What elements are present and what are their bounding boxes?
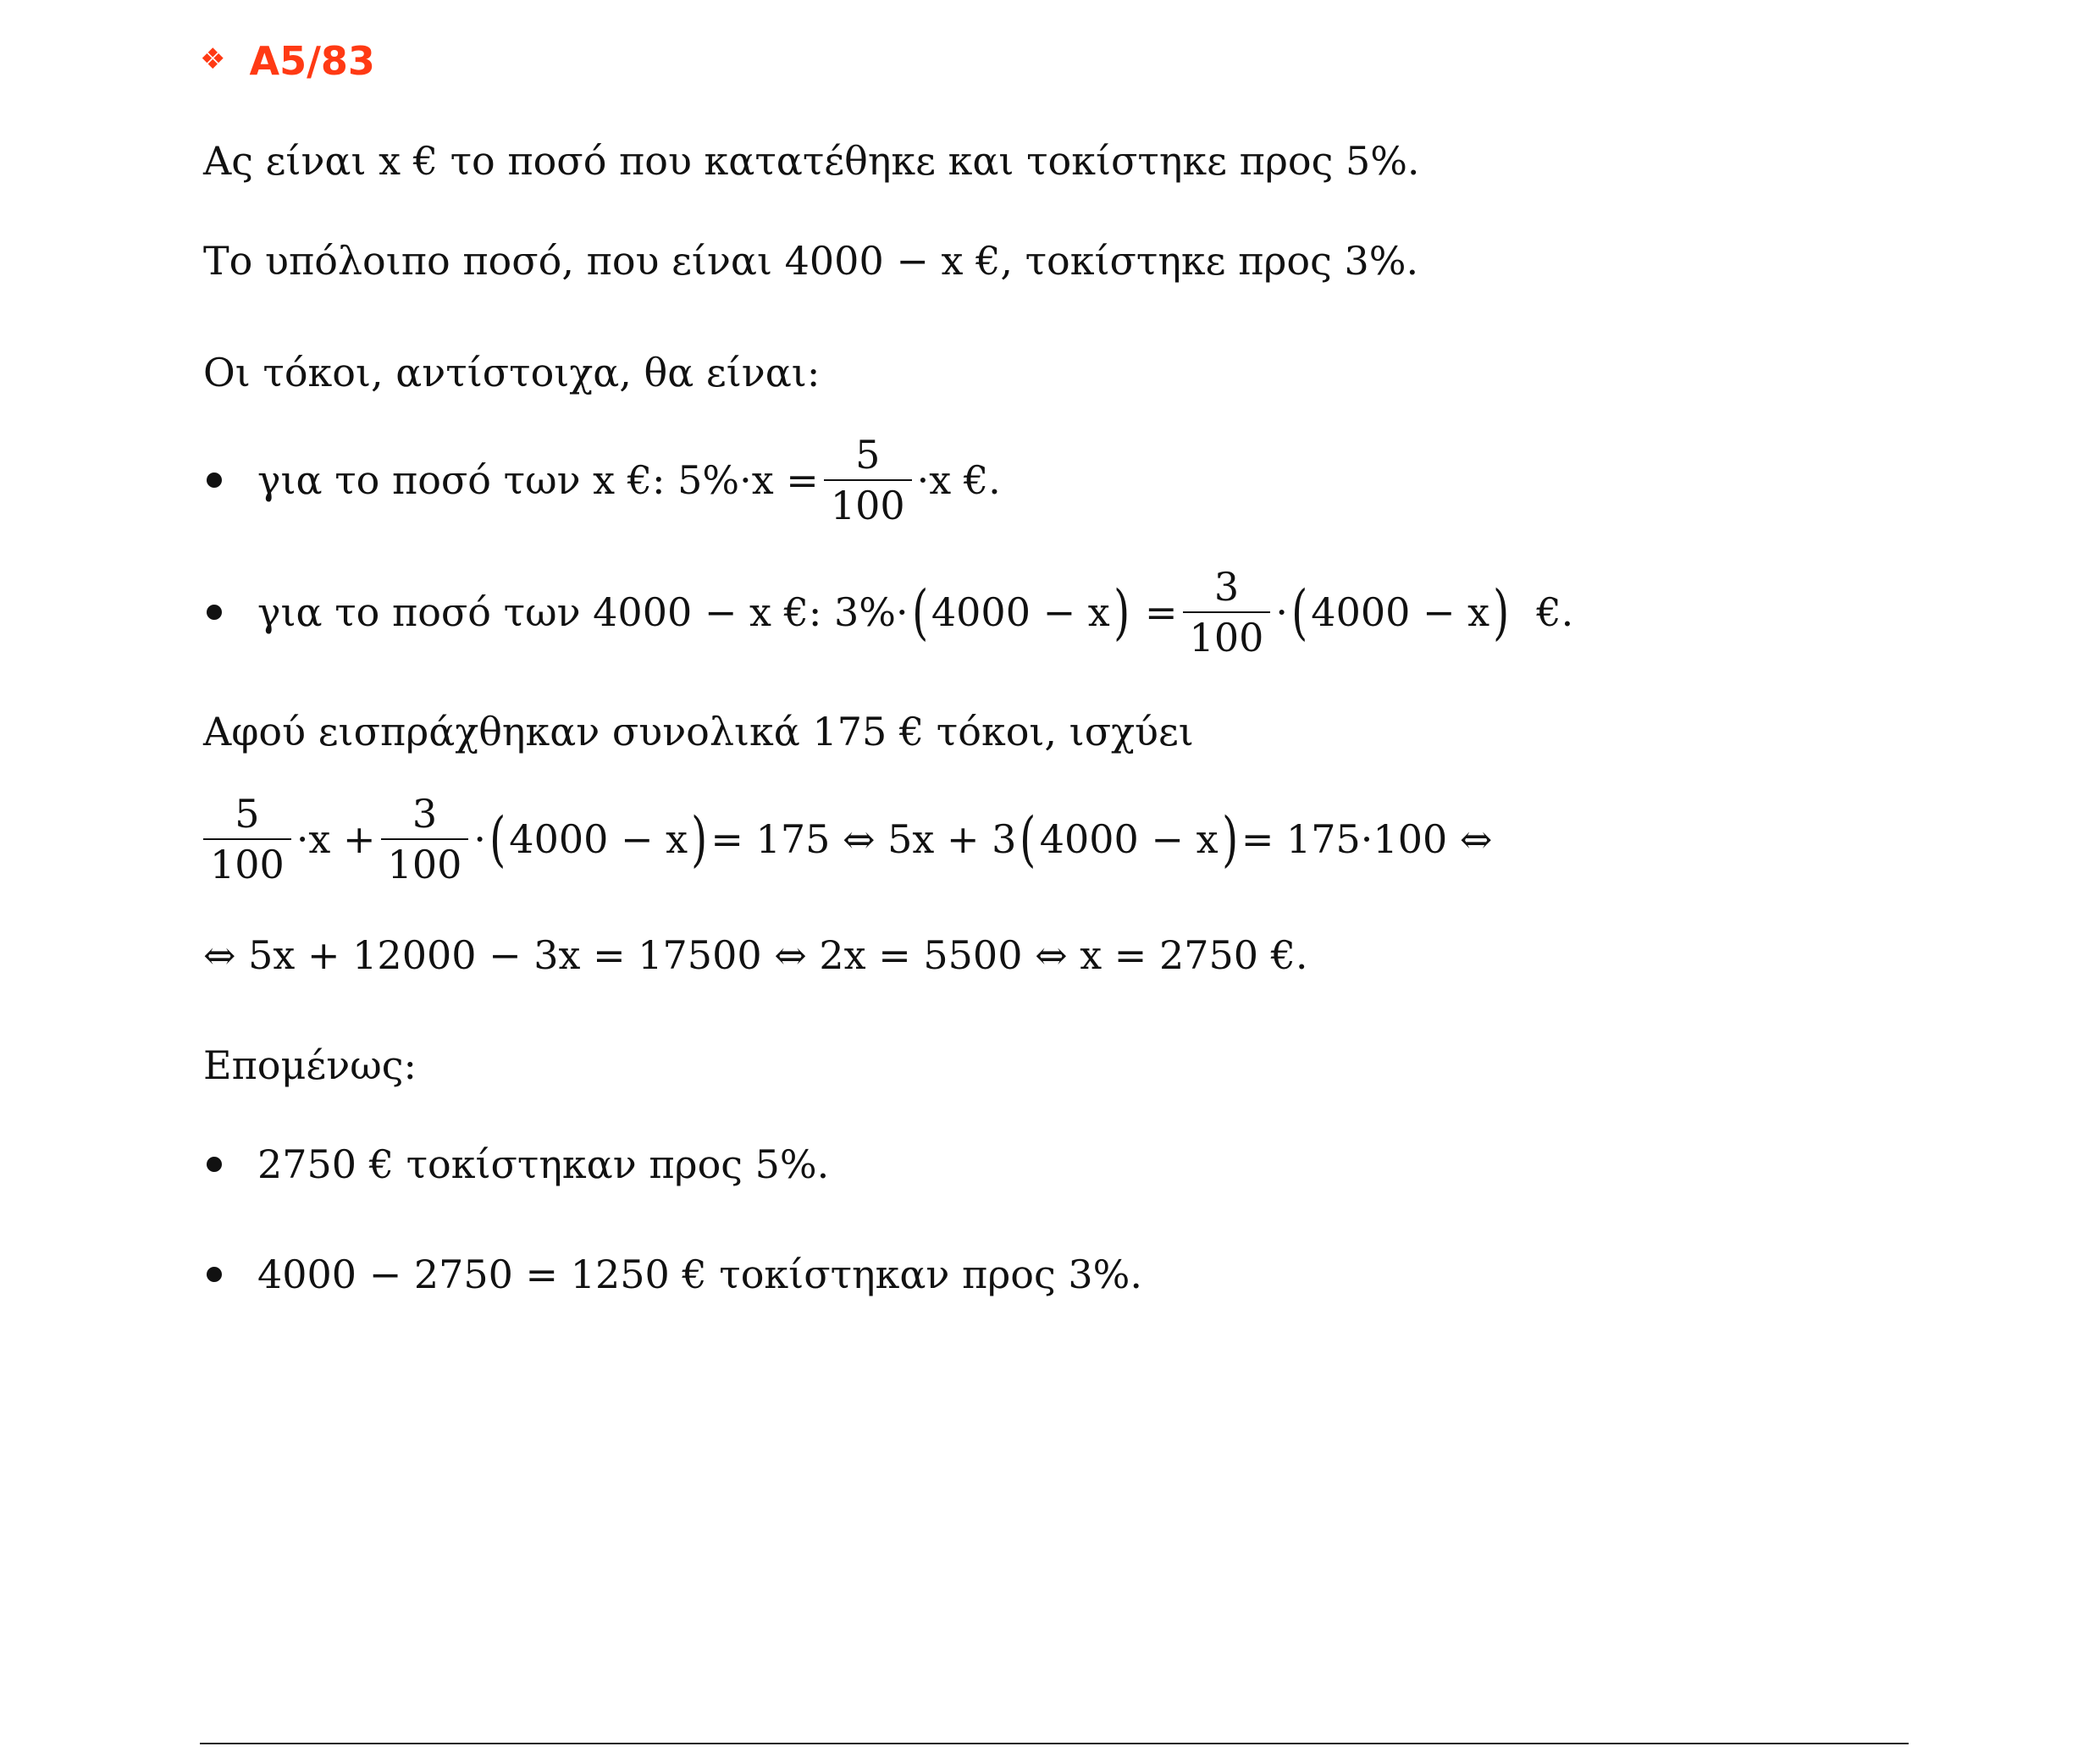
multiply-dot: ·: [1275, 589, 1288, 635]
left-paren: (: [1020, 804, 1036, 874]
result-5-percent: [203, 1141, 829, 1187]
bullet-text-after: ·x €.: [916, 457, 1001, 503]
footer-divider: [200, 1743, 1909, 1744]
bullet-icon: [207, 1267, 222, 1282]
left-paren: (: [911, 578, 928, 647]
bullet-interest-5: [203, 430, 1001, 530]
fraction-numerator: 5: [235, 791, 260, 837]
fraction: [381, 789, 469, 889]
paragraph-3: Οι τόκοι, αντίστοιχα, θα είναι:: [203, 350, 821, 395]
fraction-numerator: 3: [412, 791, 438, 837]
paragraph-2: Το υπόλοιπο ποσό, που είναι 4000 − x €, τοκίστηκε προς 3%.: [203, 238, 1419, 284]
result-text: 4000 − 2750 = 1250 € τοκίστηκαν προς 3%.: [257, 1252, 1142, 1297]
paragraph-4: Αφού εισπράχθηκαν συνολικά 175 € τόκοι, ισχύει: [203, 709, 1194, 754]
right-paren: ): [1493, 578, 1510, 647]
fraction: [203, 789, 291, 889]
section-heading: [200, 30, 375, 91]
paren-content: 4000 − x: [931, 589, 1110, 635]
paragraph-5: Επομένως:: [203, 1042, 417, 1088]
fraction: [824, 430, 912, 530]
result-text: 2750 € τοκίστηκαν προς 5%.: [257, 1141, 830, 1187]
bullet-text-before: για το ποσό των 4000 − x €: 3%·: [257, 589, 909, 635]
equals-sign: =: [1145, 589, 1178, 635]
heading-label: A5/83: [249, 38, 375, 84]
equation-text: = 175·100 ⇔: [1241, 816, 1493, 862]
left-paren: (: [489, 804, 506, 874]
fraction-denominator: 100: [1189, 615, 1264, 660]
bullet-icon: [207, 1157, 222, 1172]
bullet-text-after: €.: [1536, 589, 1574, 635]
left-paren: (: [1291, 578, 1308, 647]
fraction: [1183, 562, 1271, 662]
fraction-denominator: 100: [387, 842, 462, 887]
right-paren: ): [1221, 804, 1238, 874]
bullet-icon: [207, 473, 222, 488]
fraction-denominator: 100: [830, 483, 905, 528]
diamond-icon: ❖: [200, 42, 226, 76]
right-paren: ): [1113, 578, 1130, 647]
bullet-text-before: για το ποσό των x €: 5%·x =: [257, 457, 819, 503]
multiply-dot: ·: [473, 816, 486, 862]
paren-content: 4000 − x: [1039, 816, 1219, 862]
result-3-percent: [203, 1252, 1142, 1297]
paren-content: 4000 − x: [509, 816, 688, 862]
main-equation: [203, 789, 1492, 889]
equation-text: ·x +: [296, 816, 376, 862]
fraction-numerator: 3: [1213, 564, 1240, 610]
bullet-interest-3: [203, 562, 1573, 662]
paragraph-1: Ας είναι x € το ποσό που κατατέθηκε και τοκίστηκε προς 5%.: [203, 138, 1420, 184]
fraction-numerator: 5: [855, 432, 881, 478]
fraction-denominator: 100: [210, 842, 285, 887]
bullet-icon: [207, 605, 222, 620]
paren-content: 4000 − x: [1311, 589, 1490, 635]
right-paren: ): [691, 804, 708, 874]
equation-text: = 175 ⇔ 5x + 3: [710, 816, 1017, 862]
equation-continuation: ⇔ 5x + 12000 − 3x = 17500 ⇔ 2x = 5500 ⇔ x = 2750 €.: [203, 932, 1308, 978]
